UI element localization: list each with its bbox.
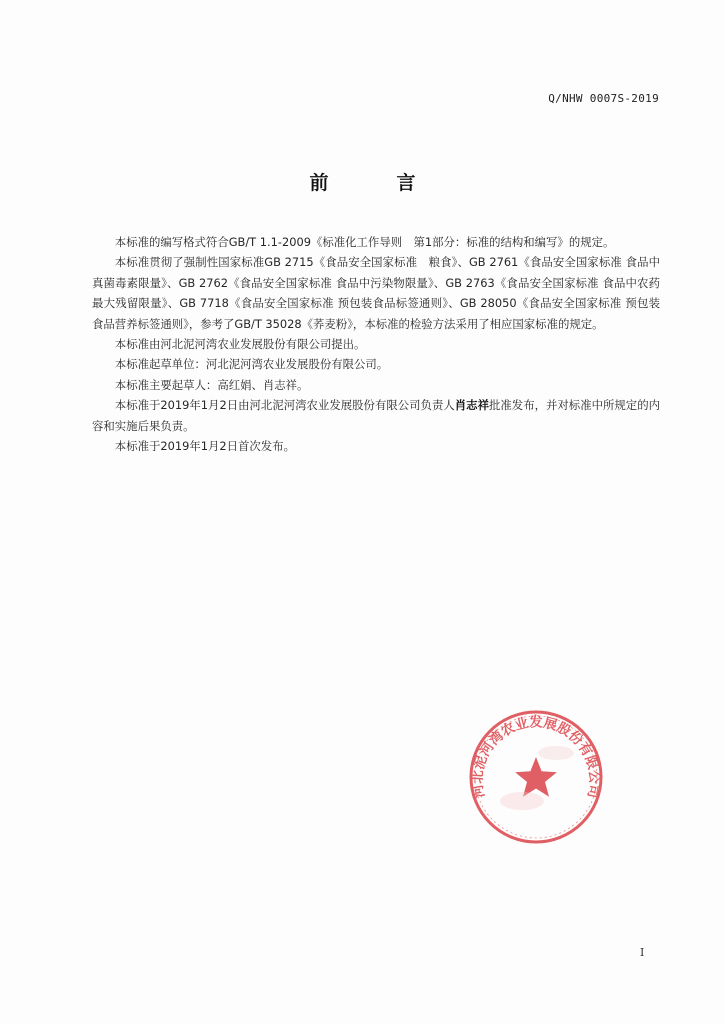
seal-text: 河北泥河湾农业发展股份有限公司 [469, 714, 603, 800]
paragraph-format: 本标准的编写格式符合GB/T 1.1-2009《标准化工作导则 第1部分：标准的结构和编写》的规定。 [114, 235, 615, 249]
paragraph-compliance: 本标准贯彻了强制性国家标准GB 2715《食品安全国家标准 粮食》、GB 2761《食品安全国家标准 食品中真菌毒素限量》、GB 2762《食品安全国家标准 食品中污染物限量》、GB 2763《食品安全国家标准 食品中农药最大残留限量》、GB 7718《食品安全国家标准 预包装食品标签通则》、GB 28050《食品安全国家标准 预包装食品营养标签通则》，参考了GB/T 35028《荞麦粉》，本标准的检验方法采用了相应国家标准的规定。 [92, 255, 660, 331]
document-code: Q/NHW 0007S-2019 [548, 92, 659, 105]
paragraph-first-release: 本标准于2019年1月2日首次发布。 [114, 439, 295, 454]
paragraph-drafters: 本标准主要起草人：高红娟、肖志祥。 [114, 377, 309, 392]
page-number: I [640, 946, 645, 959]
paragraph-approval [92, 395, 660, 436]
paragraph-proposer: 本标准由河北泥河湾农业发展股份有限公司提出。 [114, 337, 366, 352]
approver-name: 肖志祥 [454, 398, 489, 413]
approval-text-after: 批准发布，并对标准中所规定的内容和实施后果负责。 [92, 398, 660, 433]
company-seal [452, 693, 620, 845]
star-icon [515, 757, 557, 797]
page-title: 前言 [309, 172, 484, 194]
paragraph-drafting-unit: 本标准起草单位：河北泥河湾农业发展股份有限公司。 [114, 357, 389, 372]
foreword-body [92, 232, 660, 456]
approval-text-before: 本标准于2019年1月2日由河北泥河湾农业发展股份有限公司负责人 [114, 398, 455, 413]
